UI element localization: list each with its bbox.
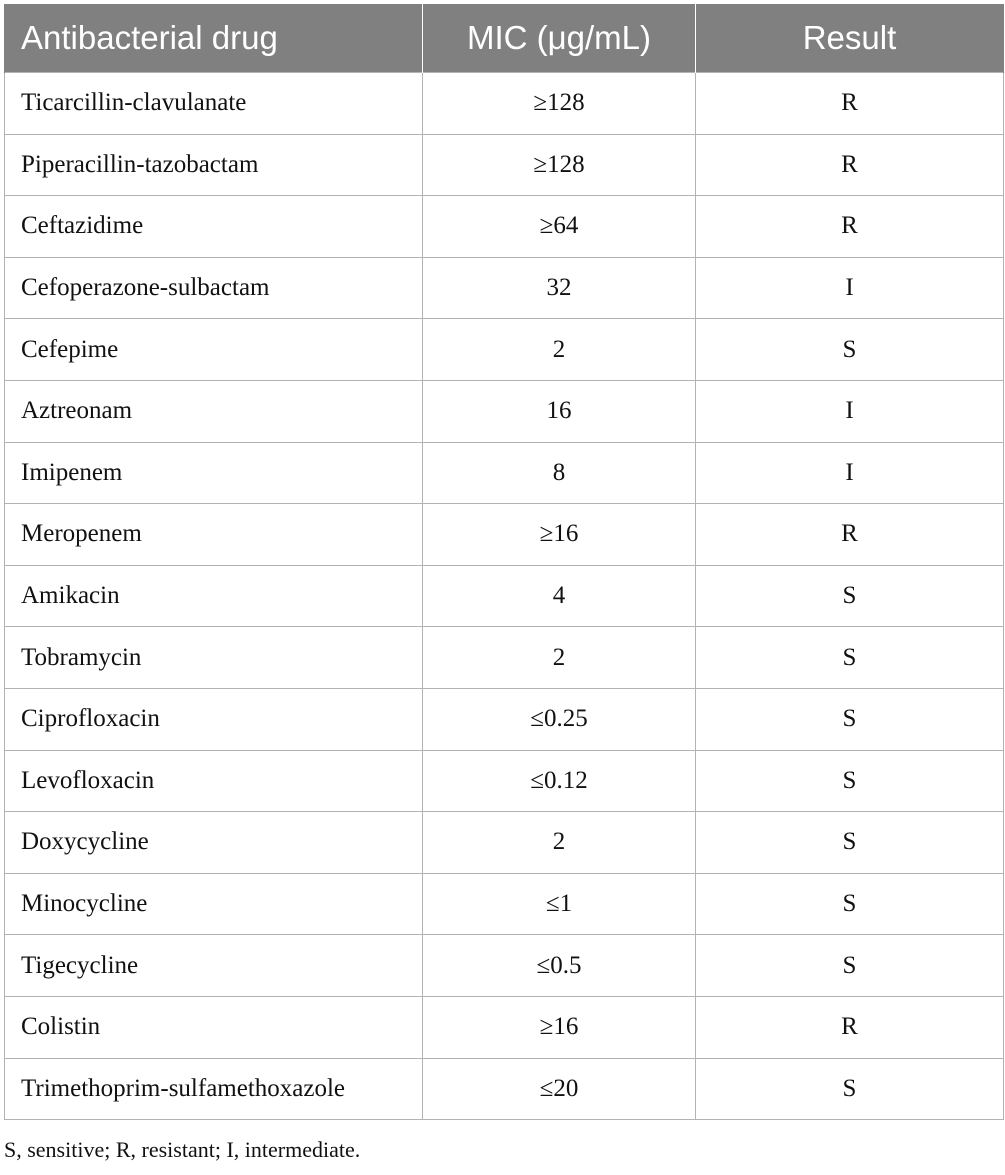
table-row [5,688,1004,750]
cell-mic: ≤0.5 [423,935,696,997]
cell-mic: ≥16 [423,996,696,1058]
cell-mic: ≤1 [423,873,696,935]
cell-drug: Tobramycin [5,627,423,689]
column-header-result: Result [696,4,1004,73]
cell-mic: ≥16 [423,504,696,566]
table-header [5,4,1004,73]
cell-drug: Minocycline [5,873,423,935]
susceptibility-table [4,4,1004,1120]
cell-result: I [696,380,1004,442]
table-row [5,1058,1004,1120]
header-row [5,4,1004,73]
cell-mic: 16 [423,380,696,442]
cell-mic: 2 [423,319,696,381]
cell-result: S [696,688,1004,750]
cell-result: S [696,627,1004,689]
cell-mic: ≤0.25 [423,688,696,750]
cell-result: R [696,134,1004,196]
table-row [5,134,1004,196]
cell-drug: Cefoperazone-sulbactam [5,257,423,319]
cell-drug: Aztreonam [5,380,423,442]
cell-result: S [696,750,1004,812]
table-row [5,627,1004,689]
cell-mic: ≥128 [423,134,696,196]
cell-result: R [696,196,1004,258]
cell-mic: 2 [423,812,696,874]
cell-result: S [696,935,1004,997]
table-row [5,935,1004,997]
column-header-drug: Antibacterial drug [5,4,423,73]
cell-result: S [696,319,1004,381]
cell-drug: Ceftazidime [5,196,423,258]
table-row [5,442,1004,504]
table-row [5,565,1004,627]
cell-drug: Trimethoprim-sulfamethoxazole [5,1058,423,1120]
cell-mic: ≤0.12 [423,750,696,812]
cell-mic: ≤20 [423,1058,696,1120]
cell-mic: ≥128 [423,73,696,135]
cell-drug: Ciprofloxacin [5,688,423,750]
cell-result: S [696,812,1004,874]
cell-mic: 8 [423,442,696,504]
table-row [5,750,1004,812]
cell-result: S [696,1058,1004,1120]
table-body [5,73,1004,1120]
column-header-mic: MIC (μg/mL) [423,4,696,73]
table-row [5,196,1004,258]
cell-drug: Doxycycline [5,812,423,874]
cell-drug: Piperacillin-tazobactam [5,134,423,196]
cell-drug: Amikacin [5,565,423,627]
table-row [5,812,1004,874]
table-row [5,504,1004,566]
cell-result: S [696,873,1004,935]
cell-drug: Imipenem [5,442,423,504]
cell-result: R [696,996,1004,1058]
cell-drug: Meropenem [5,504,423,566]
table-row [5,257,1004,319]
cell-result: I [696,257,1004,319]
cell-result: S [696,565,1004,627]
cell-result: R [696,504,1004,566]
cell-drug: Cefepime [5,319,423,381]
cell-mic: 4 [423,565,696,627]
table-row [5,873,1004,935]
cell-result: I [696,442,1004,504]
cell-drug: Ticarcillin-clavulanate [5,73,423,135]
cell-result: R [696,73,1004,135]
cell-drug: Tigecycline [5,935,423,997]
cell-drug: Levofloxacin [5,750,423,812]
table-footnote: S, sensitive; R, resistant; I, intermediate. [4,1137,361,1162]
table-row [5,73,1004,135]
cell-mic: 32 [423,257,696,319]
table-row [5,319,1004,381]
table-row [5,380,1004,442]
cell-mic: ≥64 [423,196,696,258]
cell-drug: Colistin [5,996,423,1058]
table-row [5,996,1004,1058]
cell-mic: 2 [423,627,696,689]
susceptibility-table-container [4,4,1003,1120]
